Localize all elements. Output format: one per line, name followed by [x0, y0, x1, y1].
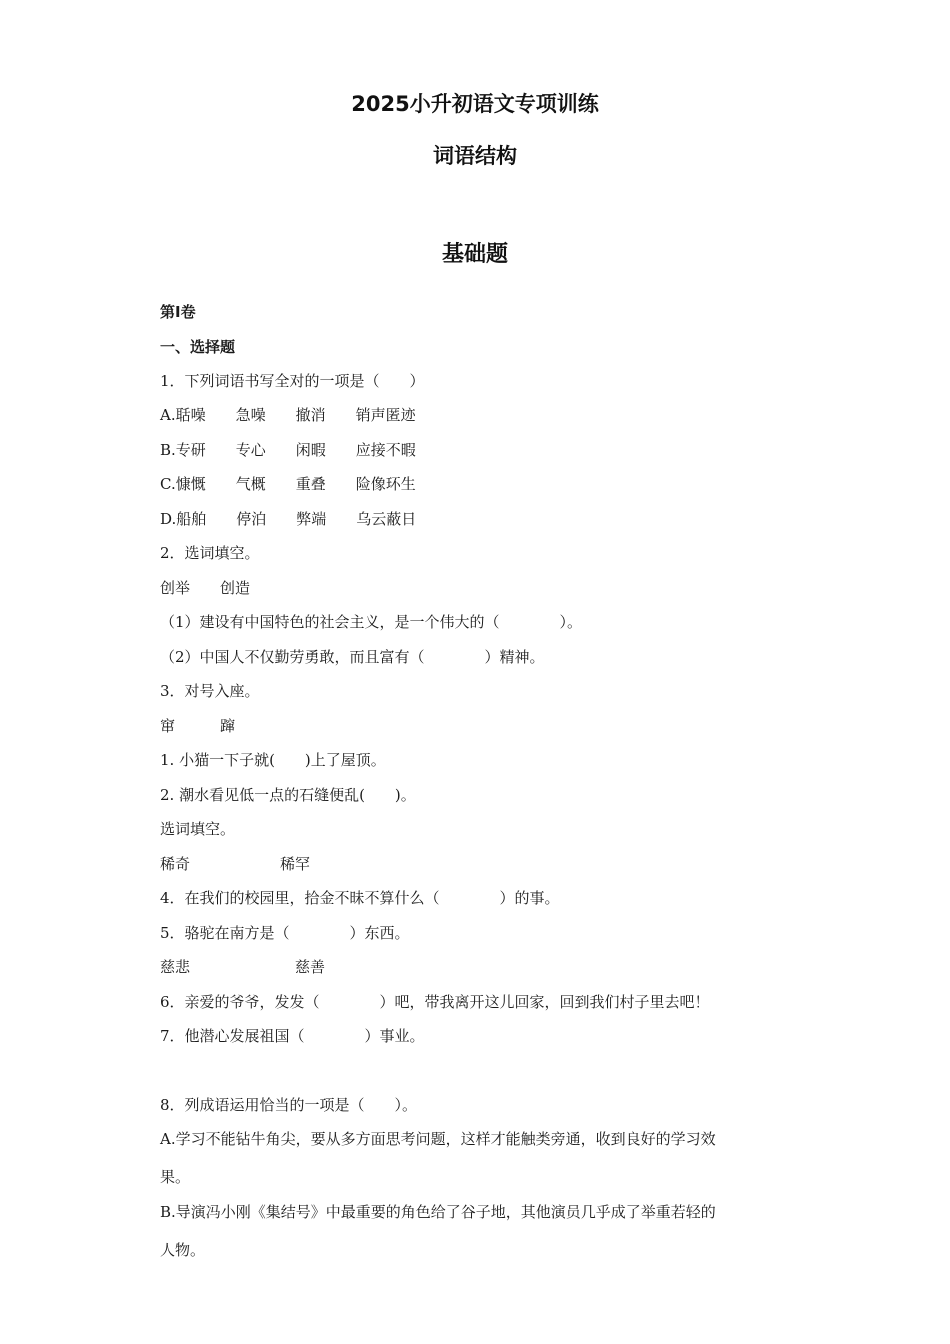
q4-7-stem: 选词填空。: [160, 820, 236, 838]
q8-option-b-line2: 人物。: [160, 1241, 206, 1259]
q8-option-b-line1: B.导演冯小刚《集结号》中最重要的角色给了谷子地，其他演员几乎成了举重若轻的: [160, 1203, 716, 1221]
q3-word-bank: 窜 蹿: [160, 717, 236, 735]
q3-sentence-2: 2. 潮水看见低一点的石缝便乱( )。: [160, 786, 416, 804]
document-title: 2025小升初语文专项训练: [351, 92, 599, 116]
q5-sentence: 5．骆驼在南方是（ ）东西。: [160, 924, 410, 942]
q7-sentence: 7．他潜心发展祖国（ ）事业。: [160, 1027, 425, 1045]
q1-option-b: B.专研 专心 闲暇 应接不暇: [160, 441, 416, 459]
q2-stem: 2．选词填空。: [160, 544, 260, 562]
q2-sentence-2: （2）中国人不仅勤劳勇敢，而且富有（ ）精神。: [160, 648, 545, 666]
part-label: 第I卷: [160, 303, 196, 321]
q4-5-word-bank: 稀奇 稀罕: [160, 855, 311, 873]
q8-stem: 8．列成语运用恰当的一项是（ ）。: [160, 1096, 418, 1114]
question-type-label: 一、选择题: [160, 338, 236, 356]
q3-sentence-1: 1. 小猫一下子就( )上了屋顶。: [160, 751, 386, 769]
q1-option-d: D.船舶 停泊 弊端 乌云蔽日: [160, 510, 417, 528]
q1-option-a: A.聒噪 急噪 撤消 销声匿迹: [160, 406, 416, 424]
q1-option-c: C.慷慨 气概 重叠 险像环生: [160, 475, 416, 493]
q3-stem: 3．对号入座。: [160, 682, 260, 700]
section-heading: 基础题: [441, 242, 508, 267]
q4-sentence: 4．在我们的校园里，拾金不昧不算什么（ ）的事。: [160, 889, 560, 907]
q2-word-bank: 创举 创造: [160, 579, 251, 597]
q6-sentence: 6．亲爱的爷爷，发发（ ）吧，带我离开这儿回家，回到我们村子里去吧！: [160, 993, 710, 1011]
q8-option-a-line1: A.学习不能钻牛角尖，要从多方面思考问题，这样才能触类旁通，收到良好的学习效: [160, 1130, 716, 1148]
q6-7-word-bank: 慈悲 慈善: [160, 958, 326, 976]
q2-sentence-1: （1）建设有中国特色的社会主义，是一个伟大的（ ）。: [160, 613, 583, 631]
q1-stem: 1．下列词语书写全对的一项是（ ）: [160, 372, 425, 390]
document-subtitle: 词语结构: [433, 144, 517, 168]
q8-option-a-line2: 果。: [160, 1168, 191, 1186]
